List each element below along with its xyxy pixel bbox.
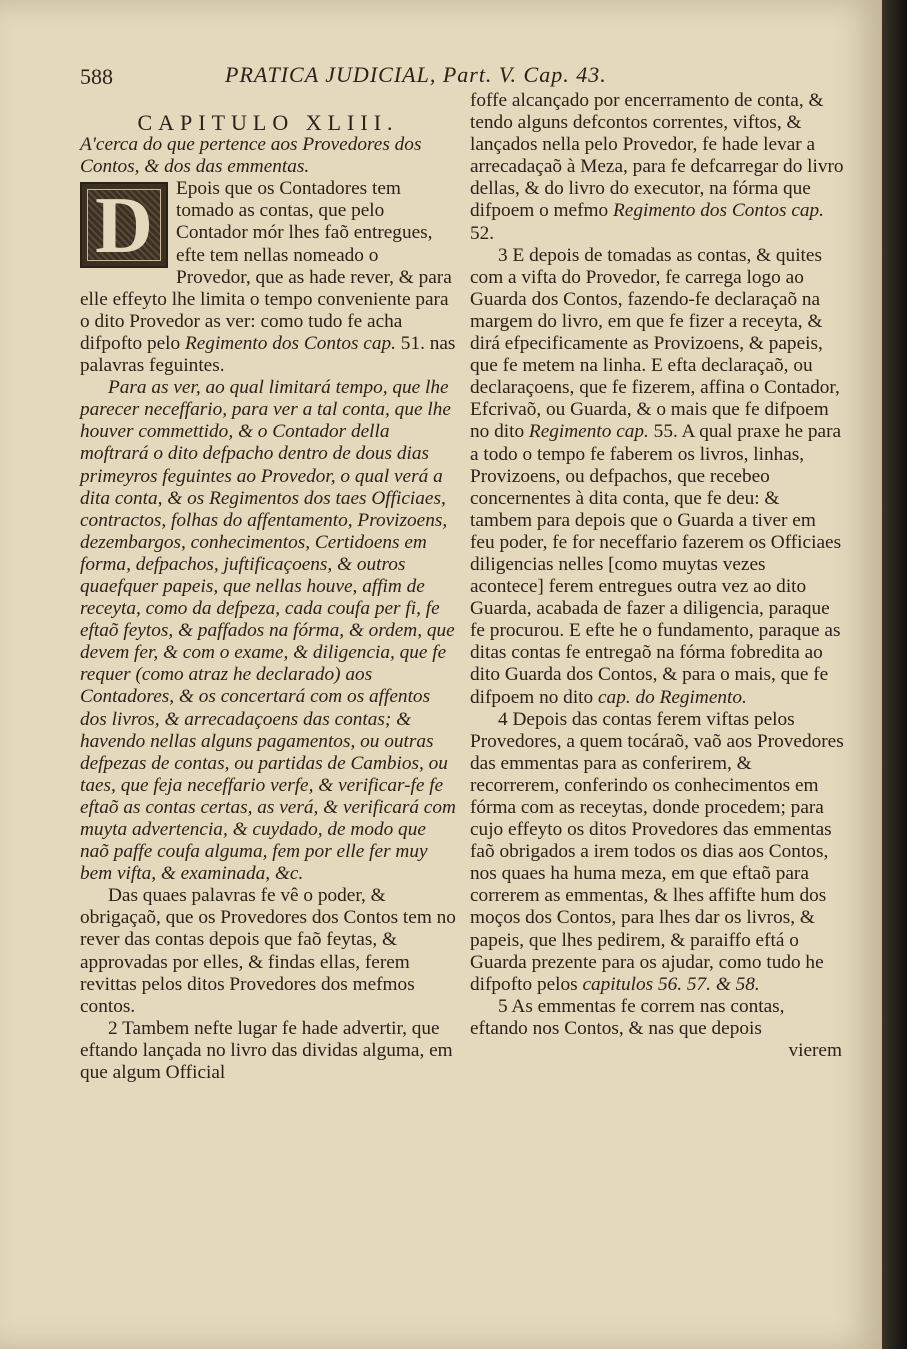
continuation-end: 52.: [470, 222, 495, 244]
left-column: [80, 112, 456, 1084]
paragraph-number: 3: [498, 244, 508, 266]
paragraph-5-text: As emmentas fe correm nas contas, eftando nos Contos, & nas que depois: [470, 995, 785, 1039]
paragraph-3: [470, 245, 844, 709]
paragraph-4: [470, 709, 844, 996]
paragraph-3-text-a: E depois de tomadas as contas, & quites com a vifta do Provedor, fe carrega logo ao Guarda dos Contos, fazendo-fe declaraçaõ na margem do livro, em que fe fizer a receyta, & dirá efpecificamente as Provizoens, & papeis, que fe metem na linha. E efta declaraçaõ, ou declaraçoens, que fe fizerem, affina o Contador, Efcrivaõ, ou Guarda, & o mais que fe difpoem no dito: [470, 244, 840, 443]
continuation-ref: Regimento dos Contos cap.: [612, 200, 824, 222]
paragraph-number: 5: [498, 995, 508, 1017]
paragraph-3-ref2: cap. do Regimento.: [598, 686, 747, 708]
opening-text: Epois que os Contadores tem tomado as contas, que pelo Contador mór lhes faõ entregues, efte tem nellas nomeado o Provedor, que as hade rever, & para elle effeyto lhe limita o tempo conveniente para o dito Provedor as ver: como tudo fe acha difpofto pelo: [80, 178, 452, 354]
running-title: PRATICA JUDICIAL, Part. V. Cap. 43.: [225, 62, 607, 87]
binding-shadow: [882, 0, 907, 1349]
paragraph-after-quote: Das quaes palavras fe vê o poder, & obrigaçaõ, que os Provedores dos Contos tem no rever das contas depois que faõ feytas, & approvadas por elles, & findas ellas, ferem revittas pelos ditos Provedores dos mefmos contos.: [80, 885, 456, 1017]
quotation: Para as ver, ao qual limitará tempo, que lhe parecer neceffario, para ver a tal conta, que lhe houver commettido, & o Contador della moftrará o dito defpacho dentro de dous dias primeyros feguintes ao Provedor, o qual verá a dita conta, & os Regimentos dos taes Officiaes, contractos, folhas do affentamento, Provizoens, dezembargos, conhecimentos, Certidoens em forma, defpachos, juftificaçoens, & outros quaefquer papeis, que nellas houve, affim de receyta, como da defpeza, cada coufa per fi, fe eftaõ feytos, & paffados na fórma, & ordem, que devem fer, & com o exame, & diligencia, que fe requer (como atraz he declarado) aos Contadores, & os concertará com os affentos dos livros, & arrecadaçoens das contas; & havendo nellas alguns pagamentos, ou outras defpezas de contas, ou partidas de Cambios, ou taes, que feja neceffario verfe, & verificar-fe fe eftaõ as contas certas, as verá, & verificará com muyta advertencia, & cuydado, de modo que naõ paffe coufa alguma, fem por elle fer muy bem vifta, & examinada, &c.: [80, 377, 456, 885]
paragraph-number: 2: [108, 1017, 118, 1039]
dropcap-letter: D: [95, 182, 153, 271]
paragraph-4-ref: capitulos 56. 57. & 58.: [582, 973, 760, 995]
continuation-text: foffe alcançado por encerramento de conta, & tendo alguns defcontos correntes, viftos, & lançados nella pelo Provedor, fe hade levar a arrecadaçaõ à Meza, para fe defcarregar do livro dellas, & do livro do executor, na fórma que difpoem o mefmo: [470, 90, 844, 222]
paragraph-3-text-b: 55. A qual praxe he para a todo o tempo fe faberem os livros, linhas, Provizoens, ou defpachos, que recebeo concernentes à dita conta, que fe deu: & tambem para depois que o Guarda a tiver em feu poder, fe for neceffario fazerem os Officiaes diligencias nelles [como muytas vezes acontece] ferem entregues outra vez ao dito Guarda, acabada de fazer a diligencia, paraque fe procurou. E efte he o fundamento, paraque as ditas contas fe entregaõ na fórma fobredita ao dito Guarda dos Contos, & para o mais, que fe difpoem no dito: [470, 421, 842, 708]
paragraph-2: [80, 1018, 456, 1084]
chapter-subject: A'cerca do que pertence aos Provedores dos Contos, & dos das emmentas.: [80, 134, 422, 178]
continuation-paragraph: [470, 90, 844, 245]
page-number: 588: [80, 64, 113, 89]
paragraph-4-text: Depois das contas ferem viftas pelos Provedores, a quem tocáraõ, vaõ aos Provedores das emmentas para as conferirem, & recorrerem, conferindo os conhecimentos em fórma com as receytas, donde procedem; para cujo effeyto os ditos Provedores das emmentas faõ obrigados a irem todos os dias aos Contos, nos quaes ha huma meza, em que eftaõ para correrem as emmentas, & lhes affifte hum dos moços dos Contos, para lhes dar os livros, & papeis, que lhes pedirem, & paraiffo eftá o Guarda prezente para os ajudar, como tudo he difpofto pelos: [470, 708, 844, 995]
opening-ref: Regimento dos Contos cap.: [184, 332, 396, 354]
chapter-heading: CAPITULO XLIII.: [137, 110, 399, 135]
paragraph-2-text: Tambem nefte lugar fe hade advertir, que eftando lançada no livro das dividas alguma, em que algum Official: [80, 1017, 453, 1084]
running-head: [80, 62, 700, 92]
paragraph-3-ref: Regimento cap.: [528, 421, 649, 443]
paragraph-number: 4: [498, 708, 508, 730]
right-column: [470, 90, 844, 1062]
opening-paragraph: [80, 178, 456, 377]
dropcap-ornament: [80, 182, 168, 271]
opening-end: 51. nas palavras feguintes.: [80, 332, 456, 377]
paragraph-5: [470, 996, 844, 1040]
catchword: vierem: [788, 1040, 842, 1062]
